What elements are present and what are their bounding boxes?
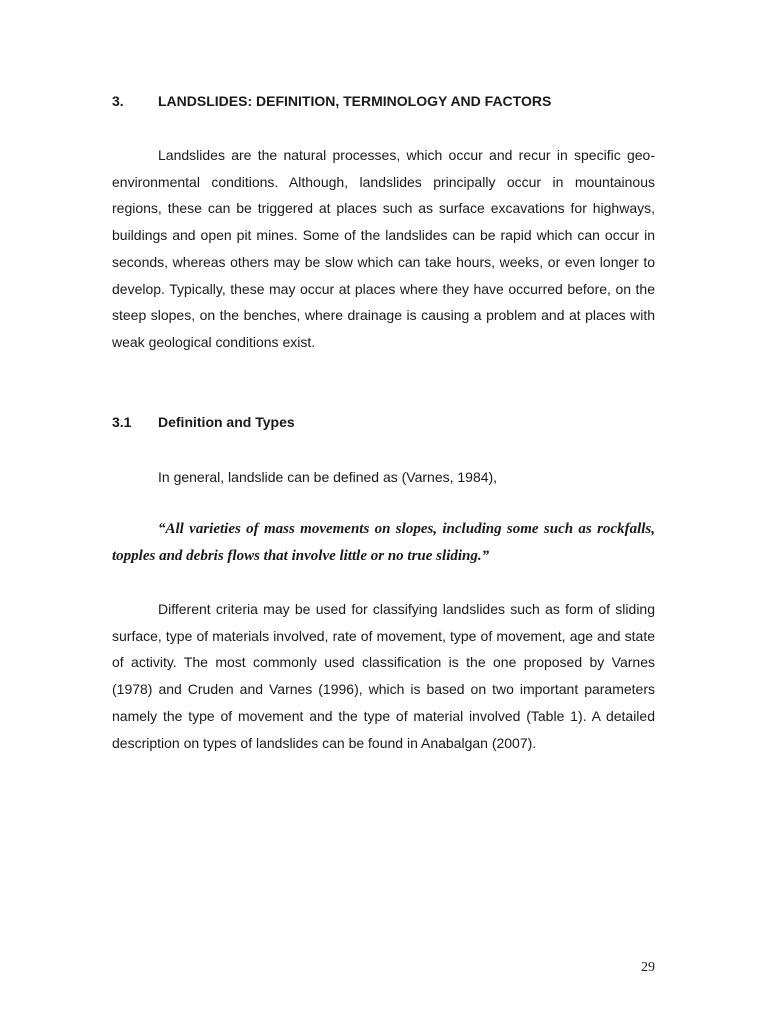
page-number: 29 bbox=[641, 960, 655, 975]
section-number: 3. bbox=[112, 93, 124, 109]
section-title: LANDSLIDES: DEFINITION, TERMINOLOGY AND FACTORS bbox=[158, 93, 552, 109]
definition-intro: In general, landslide can be defined as (Varnes, 1984), bbox=[158, 469, 498, 485]
subsection-number: 3.1 bbox=[112, 414, 132, 430]
classification-paragraph: Different criteria may be used for classifying landslides such as form of sliding surface, type of materials involved, rate of movement, type of movement, age and state of activity. The most commonly used classification is the one proposed by Varnes (1978) and Cruden and Varnes (1996), which is based on two important parameters namely the type of movement and the type of material involved (Table 1). A detailed description on types of landslides can be found in Anabalgan (2007). bbox=[112, 601, 655, 751]
definition-quote: “All varieties of mass movements on slopes, including some such as rockfalls, topples and debris flows that involve little or no true sliding.” bbox=[112, 521, 655, 564]
intro-paragraph: Landslides are the natural processes, which occur and recur in specific geo-environmental conditions. Although, landslides principally occur in mountainous regions, these can be triggered at places such as surface excavations for highways, buildings and open pit mines. Some of the landslides can be rapid which can occur in seconds, whereas others may be slow which can take hours, weeks, or even longer to develop. Typically, these may occur at places where they have occurred before, on the steep slopes, on the benches, where drainage is causing a problem and at places with weak geological conditions exist. bbox=[112, 147, 655, 350]
subsection-title: Definition and Types bbox=[158, 414, 295, 430]
